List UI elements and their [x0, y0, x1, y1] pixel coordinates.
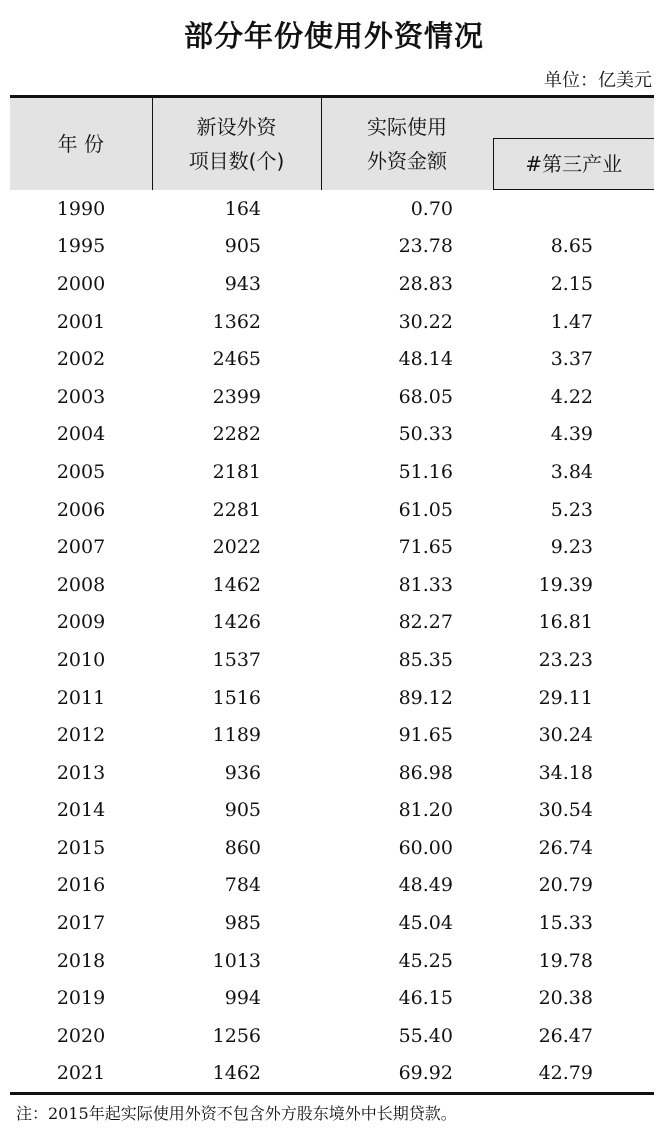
table-row [10, 190, 654, 228]
cell-year: 2007 [56, 536, 106, 559]
cell-tertiary-industry: 26.74 [538, 836, 593, 859]
cell-actual-amount: 48.49 [398, 874, 453, 897]
header-projects-line2: 项目数(个) [188, 148, 285, 173]
cell-actual-amount: 91.65 [398, 724, 453, 747]
header-year [10, 97, 152, 190]
cell-tertiary-industry: 34.18 [538, 761, 593, 784]
header-projects [152, 97, 321, 190]
cell-year: 2021 [10, 1055, 152, 1094]
cell-year: 2009 [56, 611, 106, 634]
cell-year: 1990 [56, 197, 106, 220]
foreign-investment-table [10, 95, 654, 1095]
cell-tertiary-industry: 29.11 [538, 686, 593, 709]
cell-tertiary-industry: 4.39 [550, 423, 593, 446]
page-title: 部分年份使用外资情况 [183, 19, 484, 53]
table-row [10, 829, 654, 867]
table-row [10, 679, 654, 717]
cell-new-projects: 2281 [212, 498, 261, 521]
cell-year: 2013 [56, 761, 106, 784]
cell-actual-amount: 82.27 [398, 611, 453, 634]
cell-year: 2006 [56, 498, 106, 521]
cell-actual-amount: 61.05 [398, 498, 453, 521]
cell-tertiary-industry: 20.38 [538, 987, 593, 1010]
cell-tertiary-industry: 9.23 [550, 536, 593, 559]
cell-actual-amount: 45.25 [398, 949, 453, 972]
cell-tertiary-industry: 30.54 [538, 799, 593, 822]
cell-year: 2008 [56, 573, 106, 596]
cell-year: 2019 [56, 987, 106, 1010]
cell-actual-amount: 71.65 [398, 536, 453, 559]
cell-tertiary-industry: 1.47 [550, 310, 593, 333]
cell-new-projects: 2181 [212, 460, 261, 483]
table-row [10, 867, 654, 905]
cell-new-projects: 164 [224, 197, 261, 220]
cell-actual-amount: 50.33 [398, 423, 453, 446]
cell-actual-amount: 51.16 [398, 460, 453, 483]
cell-actual-amount: 89.12 [398, 686, 453, 709]
table-row [10, 265, 654, 303]
cell-tertiary-industry: 3.84 [550, 460, 593, 483]
cell-actual-amount: 45.04 [398, 912, 453, 935]
table-row [10, 754, 654, 792]
header-tertiary: #第三产业 [493, 139, 654, 190]
cell-year: 2015 [56, 836, 106, 859]
table-row [10, 416, 654, 454]
cell-new-projects: 943 [224, 272, 261, 295]
cell-new-projects: 994 [224, 987, 261, 1010]
cell-tertiary-industry: 23.23 [538, 648, 593, 671]
cell-tertiary-industry: 19.78 [538, 949, 593, 972]
cell-actual-amount: 85.35 [398, 648, 453, 671]
cell-new-projects: 1516 [212, 686, 261, 709]
cell-new-projects: 2022 [212, 536, 261, 559]
header-actual-line1: 实际使用 [367, 114, 447, 139]
cell-tertiary-industry: 20.79 [538, 874, 593, 897]
cell-actual-amount: 81.33 [398, 573, 453, 596]
cell-new-projects: 1256 [212, 1024, 261, 1047]
cell-tertiary-industry: 2.15 [550, 272, 593, 295]
cell-actual-amount: 81.20 [398, 799, 453, 822]
cell-year: 1995 [56, 235, 106, 258]
cell-new-projects: 936 [224, 761, 261, 784]
table-row [10, 1055, 654, 1094]
table-row [10, 340, 654, 378]
unit-label: 单位：亿美元 [544, 70, 652, 91]
table-row [10, 453, 654, 491]
cell-year: 2017 [56, 912, 106, 935]
cell-new-projects: 905 [224, 235, 261, 258]
table-row [10, 641, 654, 679]
cell-new-projects: 1362 [212, 310, 261, 333]
cell-new-projects: 1462 [152, 1055, 321, 1094]
cell-actual-amount: 68.05 [398, 385, 453, 408]
cell-year: 2016 [56, 874, 106, 897]
cell-new-projects: 2399 [212, 385, 261, 408]
cell-new-projects: 784 [224, 874, 261, 897]
cell-actual-amount: 28.83 [398, 272, 453, 295]
cell-year: 2012 [56, 724, 106, 747]
cell-year: 2001 [56, 310, 106, 333]
cell-tertiary-industry: 8.65 [550, 235, 593, 258]
header-year-label: 年 份 [57, 131, 104, 156]
cell-new-projects: 905 [224, 799, 261, 822]
cell-actual-amount: 69.92 [321, 1055, 493, 1094]
cell-tertiary-industry: 30.24 [538, 724, 593, 747]
cell-year: 2004 [56, 423, 106, 446]
cell-actual-amount: 55.40 [398, 1024, 453, 1047]
table-row [10, 716, 654, 754]
header-actual-line2: 外资金额 [367, 148, 447, 173]
table-header [10, 97, 654, 190]
cell-tertiary-industry: 42.79 [493, 1055, 654, 1094]
cell-new-projects: 2465 [212, 348, 261, 371]
cell-year: 2014 [56, 799, 106, 822]
header-spacer [493, 97, 654, 139]
table-row [10, 491, 654, 529]
cell-year: 2002 [56, 348, 106, 371]
table-body [10, 190, 654, 1094]
header-actual [321, 97, 493, 190]
table-row [10, 566, 654, 604]
table-row [10, 528, 654, 566]
cell-tertiary-industry: 16.81 [538, 611, 593, 634]
cell-year: 2005 [56, 460, 106, 483]
cell-new-projects: 1537 [212, 648, 261, 671]
table-row [10, 979, 654, 1017]
cell-tertiary-industry: 5.23 [550, 498, 593, 521]
cell-year: 2010 [56, 648, 106, 671]
cell-actual-amount: 30.22 [398, 310, 453, 333]
cell-actual-amount: 60.00 [398, 836, 453, 859]
cell-year: 2018 [56, 949, 106, 972]
cell-new-projects: 1426 [212, 611, 261, 634]
cell-year: 2020 [56, 1024, 106, 1047]
cell-tertiary-industry: 19.39 [538, 573, 593, 596]
cell-tertiary-industry: 3.37 [550, 348, 593, 371]
cell-new-projects: 1189 [212, 724, 261, 747]
cell-year: 2011 [56, 686, 106, 709]
footnote: 注：2015年起实际使用外资不包含外方股东境外中长期贷款。 [16, 1104, 457, 1123]
cell-year: 2003 [56, 385, 106, 408]
cell-new-projects: 1013 [212, 949, 261, 972]
table-row [10, 904, 654, 942]
cell-new-projects: 1462 [212, 573, 261, 596]
cell-actual-amount: 0.70 [410, 197, 453, 220]
cell-new-projects: 2282 [212, 423, 261, 446]
table-row [10, 303, 654, 341]
table-row [10, 1017, 654, 1055]
cell-year: 2000 [56, 272, 106, 295]
cell-new-projects: 860 [224, 836, 261, 859]
table-row [10, 378, 654, 416]
cell-actual-amount: 23.78 [398, 235, 453, 258]
cell-tertiary-industry: 4.22 [550, 385, 593, 408]
table-row [10, 792, 654, 830]
cell-tertiary-industry: 26.47 [538, 1024, 593, 1047]
cell-actual-amount: 48.14 [398, 348, 453, 371]
table-row [10, 604, 654, 642]
cell-tertiary-industry: 15.33 [538, 912, 593, 935]
header-projects-line1: 新设外资 [196, 114, 277, 139]
cell-tertiary-industry [493, 190, 654, 228]
cell-new-projects: 985 [224, 912, 261, 935]
cell-actual-amount: 46.15 [398, 987, 453, 1010]
table-row [10, 942, 654, 980]
table-row [10, 228, 654, 266]
cell-actual-amount: 86.98 [398, 761, 453, 784]
